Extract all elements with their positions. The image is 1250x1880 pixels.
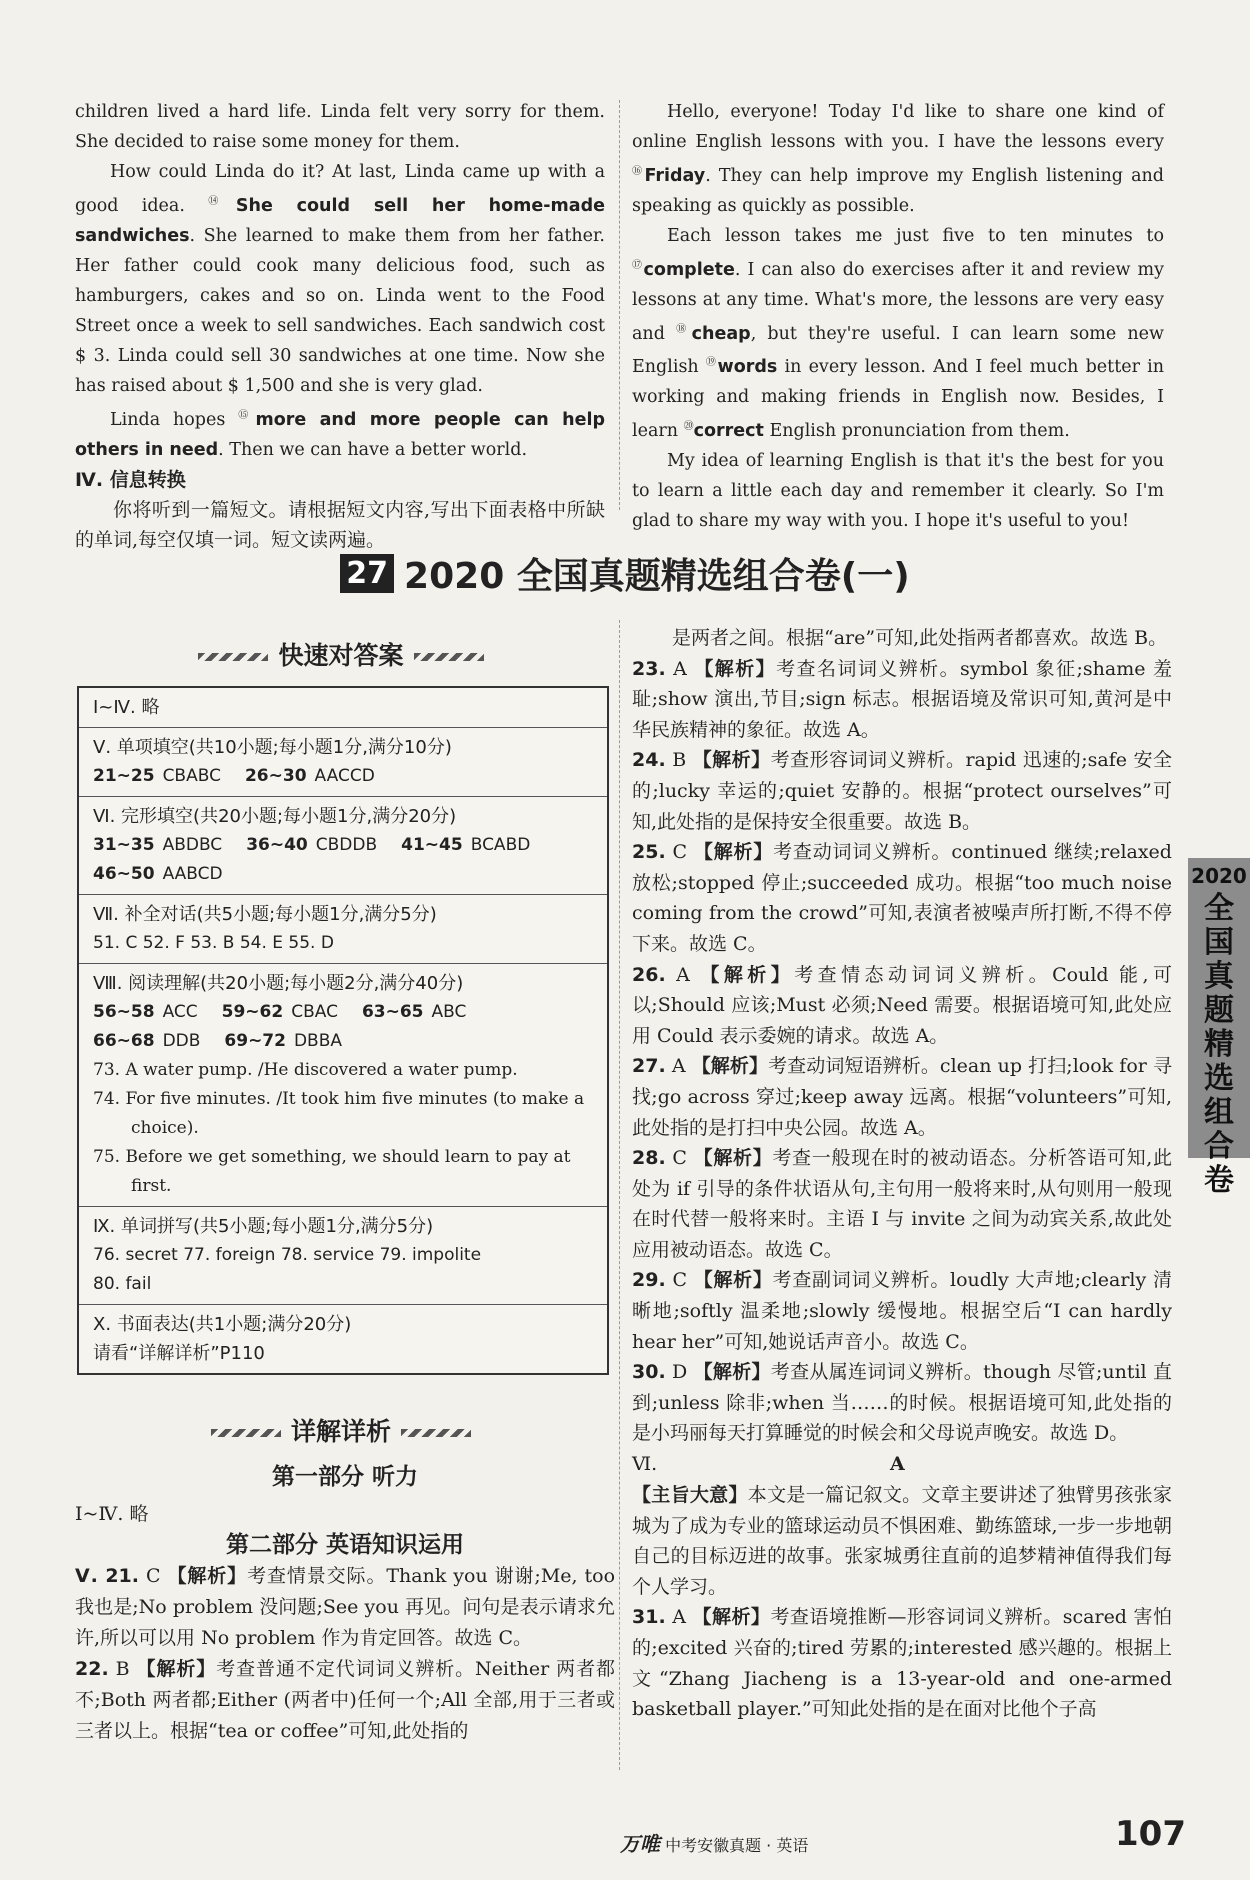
answer-row bbox=[79, 1207, 607, 1305]
text: , but they're useful. I can learn some new English bbox=[632, 323, 1164, 378]
range: 69~72 bbox=[224, 1031, 286, 1051]
decor-stripe bbox=[211, 1429, 281, 1437]
range: 46~50 bbox=[93, 864, 155, 884]
section-marker bbox=[632, 1449, 1172, 1480]
heading-text: 详解详析 bbox=[290, 1417, 391, 1446]
side-tab-year: 2020 bbox=[1191, 864, 1247, 888]
decor-stripe bbox=[401, 1429, 471, 1437]
paper-title-text: 2020 全国真题精选组合卷(一) bbox=[404, 556, 910, 597]
explanation-text: 考查动词词义辨析。continued 继续;relaxed 放松;stopped 停止;succeeded 成功。根据“too much noise coming from the crowd”可知,表演者被噪声所打断,不得不停下来。故选 C。 bbox=[632, 841, 1172, 955]
range: 21~25 bbox=[93, 766, 155, 786]
answer-explanation bbox=[632, 1143, 1172, 1265]
answer-explanation bbox=[632, 1051, 1172, 1143]
answer-row bbox=[79, 728, 607, 797]
side-tab-text: 全国真题精选组合卷 bbox=[1204, 891, 1234, 1198]
text: Hello, everyone! Today I'd like to share one kind of online English lessons with you. I have the lessons every bbox=[632, 102, 1164, 152]
column-divider bbox=[619, 100, 620, 510]
answers: ABDBC bbox=[162, 835, 223, 855]
answers: CBABC bbox=[162, 766, 221, 786]
answer-explanation bbox=[632, 1602, 1172, 1724]
question-number: 29. bbox=[632, 1269, 666, 1292]
answer-bold: correct bbox=[693, 421, 764, 442]
answer-explanation bbox=[75, 1561, 615, 1654]
answers: ACC bbox=[162, 1002, 198, 1022]
side-tab bbox=[1188, 858, 1250, 1198]
answer-row: Ⅰ~Ⅳ. 略 bbox=[79, 688, 607, 728]
item-number: ⑰ bbox=[632, 259, 644, 271]
range: 59~62 bbox=[221, 1002, 284, 1022]
item-number: ⑮ bbox=[238, 409, 256, 421]
analysis-tag: 【解析】 bbox=[692, 749, 771, 772]
paragraph bbox=[75, 401, 605, 465]
analysis-tag: 【解析】 bbox=[693, 1361, 771, 1384]
question-number: Ⅴ. 21. bbox=[75, 1565, 139, 1587]
analysis-tag: 【解析】 bbox=[693, 841, 774, 864]
question-number: 27. bbox=[632, 1055, 666, 1078]
answer-letter: C bbox=[672, 1269, 687, 1292]
answer-row bbox=[79, 895, 607, 964]
answer-explanation bbox=[632, 1265, 1172, 1357]
answers: AABCD bbox=[162, 864, 223, 884]
answer-line bbox=[93, 1027, 593, 1056]
explanation-text: 考查从属连词词义辨析。though 尽管;until 直到;unless 除非;when 当……的时候。根据语境可知,此处指的是小玛丽每天打算睡觉的时候会和父母说声晚安。故选 D。 bbox=[632, 1361, 1172, 1445]
explanation-text: 考查情态动词词义辨析。Could 能,可以;Should 应该;Must 必须;Need 需要。根据语境可知,此处应用 Could 表示委婉的请求。故选 A。 bbox=[632, 963, 1172, 1047]
page-number: 107 bbox=[1115, 1814, 1186, 1854]
answer-letter: B bbox=[115, 1658, 130, 1680]
footer bbox=[620, 1828, 808, 1857]
analysis-tag: 【解析】 bbox=[691, 1055, 769, 1078]
answer-letter: A bbox=[671, 1055, 686, 1078]
answer-line: 75. Before we get something, we should learn to pay at first. bbox=[93, 1147, 571, 1196]
section-title: Ⅳ. 信息转换 bbox=[75, 468, 186, 491]
top-right-column bbox=[632, 97, 1164, 536]
main-idea-tag: 【主旨大意】 bbox=[632, 1484, 748, 1507]
range: 63~65 bbox=[361, 1002, 424, 1022]
answer-letter: C bbox=[672, 841, 688, 864]
answer-explanation bbox=[632, 837, 1172, 959]
answer-line: 51. C 52. F 53. B 54. E 55. D bbox=[93, 933, 334, 953]
analysis-tag: 【解析】 bbox=[136, 1658, 217, 1680]
analysis-tag: 【解析】 bbox=[167, 1565, 248, 1587]
explanation-text: 考查一般现在时的被动语态。分析答语可知,此处为 if 引导的条件状语从句,主句用一般将来时,从句则用一般现在时代替一般将来时。主语 I 与 invite 之间为动宾关系,故此处应用被动语态。故选 C。 bbox=[632, 1147, 1172, 1261]
range: 56~58 bbox=[93, 1002, 155, 1022]
paragraph bbox=[632, 97, 1164, 221]
answers: ABC bbox=[431, 1002, 467, 1022]
answer-row-heading: Ⅷ. 阅读理解(共20小题;每小题2分,满分40分) bbox=[93, 973, 464, 994]
range: 31~35 bbox=[93, 835, 155, 855]
text: . Then we can have a better world. bbox=[218, 439, 528, 460]
answer-bold: She could sell her home-made sandwiches bbox=[75, 195, 605, 246]
answer-bold: cheap bbox=[691, 323, 751, 344]
analysis-tag: 【解析】 bbox=[694, 657, 777, 680]
answer-letter: D bbox=[672, 1361, 688, 1384]
answer-row-heading: Ⅴ. 单项填空(共10小题;每小题1分,满分10分) bbox=[93, 737, 452, 758]
paragraph bbox=[75, 157, 605, 401]
analysis-tag: 【解析】 bbox=[693, 1269, 773, 1292]
answer-row-heading: Ⅹ. 书面表达(共1小题;满分20分) bbox=[93, 1314, 352, 1335]
answer-letter: A bbox=[672, 1606, 686, 1629]
answer-line: 73. A water pump. /He discovered a water pump. bbox=[93, 1060, 518, 1080]
explanation-text: 考查动词短语辨析。clean up 打扫;look for 寻找;go across 穿过;keep away 远离。根据“volunteers”可知,此处指的是打扫中央公园。故选 A。 bbox=[632, 1055, 1172, 1139]
answer-line bbox=[93, 831, 593, 860]
top-left-column bbox=[75, 97, 605, 555]
text: . I can also do exercises after it and review my lessons at any time. What's more, the lessons are very easy and bbox=[632, 259, 1165, 344]
answer-bold: more and more people can help others in need bbox=[75, 409, 605, 460]
answer-bold: words bbox=[717, 357, 778, 378]
question-number: 31. bbox=[632, 1606, 666, 1629]
analysis-tag: 【解析】 bbox=[692, 1606, 771, 1629]
paragraph: 是两者之间。根据“are”可知,此处指两者都喜欢。故选 B。 bbox=[672, 627, 1168, 649]
answer-explanation bbox=[632, 654, 1172, 746]
answer-explanation bbox=[632, 960, 1172, 1052]
answer-line bbox=[93, 860, 593, 889]
question-number: 25. bbox=[632, 841, 666, 864]
paper-number: 27 bbox=[340, 554, 394, 593]
answer-row bbox=[79, 797, 607, 895]
bottom-left-column bbox=[75, 1462, 615, 1747]
question-number: 24. bbox=[632, 749, 666, 772]
decor-stripe bbox=[198, 653, 268, 661]
range: 66~68 bbox=[93, 1031, 155, 1051]
paragraph bbox=[632, 221, 1164, 446]
quick-answers-heading bbox=[77, 636, 605, 672]
answer-bold: complete bbox=[643, 259, 735, 280]
main-idea bbox=[632, 1480, 1172, 1602]
answer-row-heading: Ⅸ. 单词拼写(共5小题;每小题1分,满分5分) bbox=[93, 1216, 434, 1237]
range: 26~30 bbox=[244, 766, 307, 786]
heading-text: 快速对答案 bbox=[278, 641, 404, 670]
footer-text: 中考安徽真题 · 英语 bbox=[665, 1836, 809, 1855]
answer-line bbox=[93, 998, 593, 1027]
paragraph: My idea of learning English is that it's the best for you to learn a little each day and remember it clearly. So I'm glad to share my way with you. I hope it's useful to you! bbox=[632, 451, 1164, 532]
answer-explanation bbox=[632, 1357, 1172, 1449]
text: English pronunciation from them. bbox=[769, 421, 1070, 442]
answer-box bbox=[77, 686, 609, 1375]
answer-row-heading: Ⅵ. 完形填空(共20小题;每小题1分,满分20分) bbox=[93, 806, 457, 827]
answer-letter: B bbox=[672, 749, 687, 772]
instruction: 你将听到一篇短文。请根据短文内容,写出下面表格中所缺的单词,每空仅填一词。短文读两遍。 bbox=[75, 498, 605, 551]
question-number: 26. bbox=[632, 963, 666, 986]
text: . They can help improve my English listening and speaking as quickly as possible. bbox=[632, 165, 1164, 216]
answers: AACCD bbox=[314, 766, 375, 786]
text: Each lesson takes me just five to ten minutes to bbox=[667, 225, 1164, 246]
part-heading: 第一部分 听力 bbox=[271, 1464, 418, 1490]
range: 41~45 bbox=[401, 835, 463, 855]
part-heading: 第二部分 英语知识运用 bbox=[225, 1532, 464, 1558]
text: How could Linda do it? At last, Linda came up with a good idea. bbox=[75, 162, 605, 216]
bottom-right-column bbox=[632, 623, 1172, 1725]
answer-letter: A bbox=[676, 963, 690, 986]
decor-stripe bbox=[414, 653, 484, 661]
answers: DBBA bbox=[293, 1031, 343, 1051]
text: Linda hopes bbox=[110, 409, 226, 430]
range: 36~40 bbox=[246, 835, 308, 855]
answer-line: 请看“详解详析”P110 bbox=[93, 1343, 265, 1364]
answer-explanation bbox=[632, 745, 1172, 837]
item-number: ⑳ bbox=[683, 421, 694, 433]
explanation-text: 考查形容词词义辨析。rapid 迅速的;safe 安全的;lucky 幸运的;quiet 安静的。根据“protect ourselves”可知,此处指的是保持安全很重要。故选 B。 bbox=[632, 749, 1172, 833]
paragraph: children lived a hard life. Linda felt very sorry for them. She decided to raise some money for them. bbox=[75, 102, 605, 152]
question-number: 28. bbox=[632, 1147, 666, 1170]
answer-row bbox=[79, 964, 607, 1207]
explanation-text: 考查情景交际。Thank you 谢谢;Me, too 我也是;No problem 没问题;See you 再见。问句是表示请求允许,所以可以用 No problem 作为肯定回答。故选 C。 bbox=[75, 1565, 616, 1649]
paragraph: Ⅰ~Ⅳ. 略 bbox=[75, 1503, 149, 1525]
answer-line: 80. fail bbox=[93, 1274, 152, 1294]
question-number: 23. bbox=[632, 657, 666, 680]
text: . She learned to make them from her father. Her father could cook many delicious food, such as hamburgers, cakes and so on. Linda went to the Food Street once a week to sell sandwiches. Each sandwich cost $ 3. Linda could sell 30 sandwiches at one time. Now she has raised about $ 1,500 and she is very glad. bbox=[75, 225, 605, 396]
section-number: Ⅵ. bbox=[632, 1453, 658, 1476]
brand-logo: 万唯 bbox=[620, 1832, 660, 1856]
answer-letter: C bbox=[145, 1565, 161, 1587]
item-number: ⑭ bbox=[208, 196, 236, 207]
item-number: ⑲ bbox=[705, 357, 718, 369]
question-number: 30. bbox=[632, 1361, 666, 1384]
answer-line: 74. For five minutes. /It took him five minutes (to make a choice). bbox=[93, 1089, 585, 1138]
explanation-text: 考查副词词义辨析。loudly 大声地;clearly 清晰地;softly 温柔地;slowly 缓慢地。根据空后“I can hardly hear her”可知,她说话声音小。故选 C。 bbox=[632, 1269, 1172, 1353]
explanation-text: 考查普通不定代词词义辨析。Neither 两者都不;Both 两者都;Either (两者中)任何一个;All 全部,用于三者或三者以上。根据“tea or coffee”可知,此处指的 bbox=[75, 1658, 615, 1742]
passage-label: A bbox=[890, 1453, 905, 1476]
answers: CBDDB bbox=[315, 835, 378, 855]
answer-explanation bbox=[75, 1654, 615, 1747]
main-idea-text: 本文是一篇记叙文。文章主要讲述了独臂男孩张家城为了成为专业的篮球运动员不惧困难、勤练篮球,一步一步地朝自己的目标迈进的故事。张家城勇往直前的追梦精神值得我们每个人学习。 bbox=[632, 1484, 1172, 1598]
answers: BCABD bbox=[470, 835, 531, 855]
explanation-text: 考查名词词义辨析。symbol 象征;shame 羞耻;show 演出,节目;sign 标志。根据语境及常识可知,黄河是中华民族精神的象征。故选 A。 bbox=[632, 657, 1172, 741]
text: in every lesson. And I feel much better in working and making friends in English now. Besides, I learn bbox=[632, 357, 1165, 442]
item-number: ⑯ bbox=[632, 166, 645, 177]
answer-row bbox=[79, 1305, 607, 1373]
answer-row-heading: Ⅶ. 补全对话(共5小题;每小题1分,满分5分) bbox=[93, 904, 437, 925]
analysis-tag: 【解析】 bbox=[693, 1147, 773, 1170]
question-number: 22. bbox=[75, 1658, 109, 1680]
answer-line: 76. secret 77. foreign 78. service 79. impolite bbox=[93, 1245, 482, 1265]
answers: DDB bbox=[162, 1031, 201, 1051]
detail-heading bbox=[77, 1412, 605, 1448]
analysis-tag: 【解析】 bbox=[700, 963, 795, 986]
answer-bold: Friday bbox=[644, 165, 706, 186]
answer-letter: A bbox=[673, 657, 687, 680]
answer-line bbox=[93, 762, 593, 791]
item-number: ⑱ bbox=[676, 323, 692, 335]
answer-letter: C bbox=[672, 1147, 687, 1170]
explanation-text: 考查语境推断—形容词词义辨析。scared 害怕的;excited 兴奋的;tired 劳累的;interested 感兴趣的。根据上文“Zhang Jiacheng is a 13-year-old and one-armed basketball player.”可知此处指的是在面对比他个子高 bbox=[632, 1606, 1172, 1721]
paper-title bbox=[0, 548, 1250, 599]
column-divider bbox=[619, 620, 620, 1770]
answers: CBAC bbox=[291, 1002, 338, 1022]
